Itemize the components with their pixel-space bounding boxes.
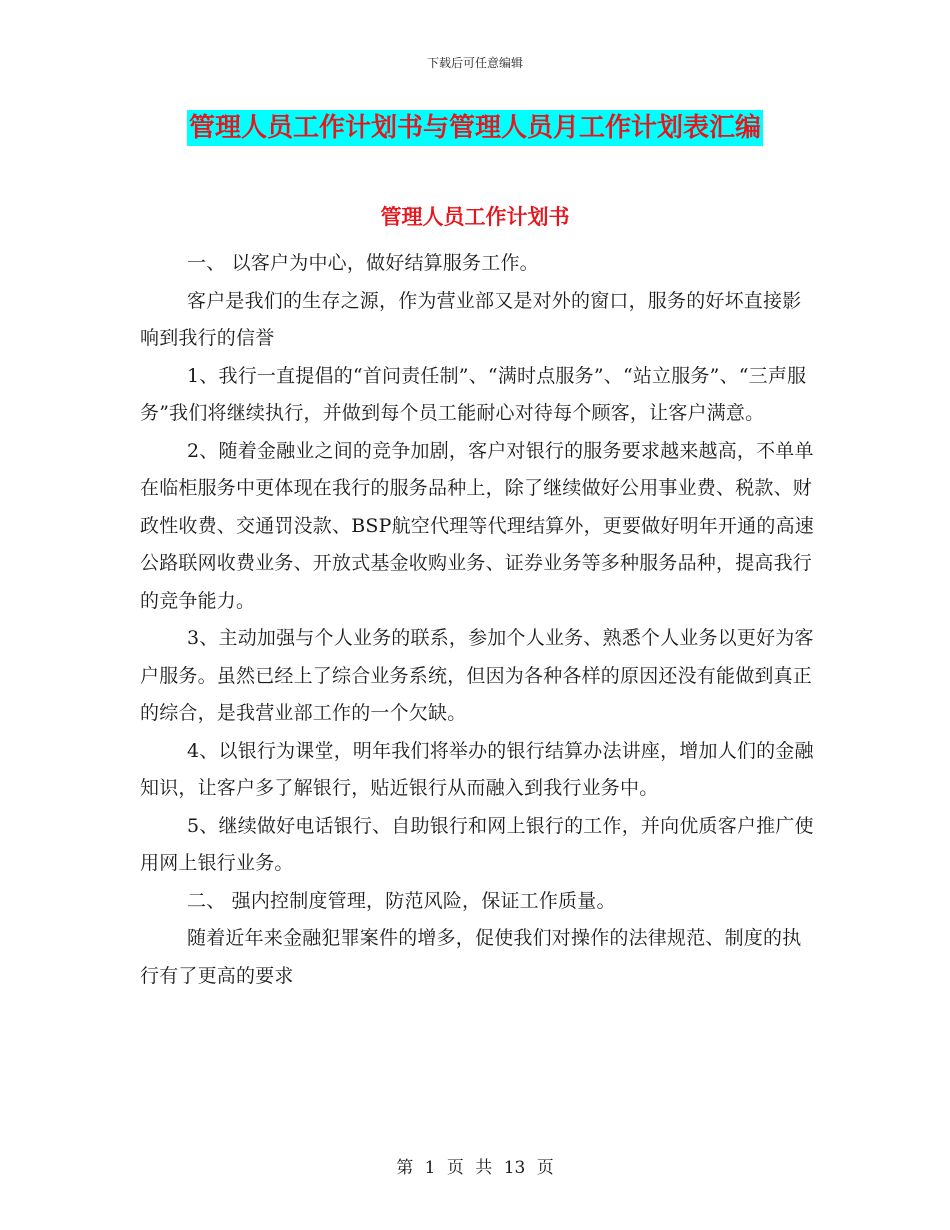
paragraph: 3、主动加强与个人业务的联系，参加个人业务、熟悉个人业务以更好为客户服务。虽然已经上了综合业务系统，但因为各种各样的原因还没有能做到真正的综合，是我营业部工作的一个欠缺。 bbox=[140, 627, 814, 724]
main-title: 管理人员工作计划书与管理人员月工作计划表汇编 bbox=[187, 110, 763, 146]
paragraph: 5、继续做好电话银行、自助银行和网上银行的工作，并向优质客户推广使用网上银行业务。 bbox=[140, 814, 814, 874]
paragraph: 随着近年来金融犯罪案件的增多，促使我们对操作的法律规范、制度的执行有了更高的要求 bbox=[140, 927, 802, 987]
document-body bbox=[140, 245, 820, 995]
paragraph: 二、 强内控制度管理，防范风险，保证工作质量。 bbox=[187, 889, 616, 912]
main-title-wrap bbox=[0, 110, 950, 146]
header-note: 下载后可任意编辑 bbox=[426, 56, 523, 70]
paragraph: 客户是我们的生存之源，作为营业部又是对外的窗口，服务的好坏直接影响到我行的信誉 bbox=[140, 289, 802, 349]
paragraph: 4、以银行为课堂，明年我们将举办的银行结算办法讲座，增加人们的金融知识，让客户多了解银行，贴近银行从而融入到我行业务中。 bbox=[140, 739, 814, 799]
paragraph: 一、 以客户为中心，做好结算服务工作。 bbox=[187, 252, 539, 274]
paragraph: 1、我行一直提倡的“首问责任制”、“满时点服务”、“站立服务”、“三声服务”我们将继续执行，并做到每个员工能耐心对待每个顾客，让客户满意。 bbox=[140, 364, 807, 424]
page-footer: 第 1 页 共 13 页 bbox=[396, 1158, 554, 1178]
section-title: 管理人员工作计划书 bbox=[380, 204, 570, 229]
paragraph: 2、随着金融业之间的竞争加剧，客户对银行的服务要求越来越高，不单单在临柜服务中更体现在我行的服务品种上，除了继续做好公用事业费、税款、财政性收费、交通罚没款、BSP航空代理等代理结算外，更要做好明年开通的高速公路联网收费业务、开放式基金收购业务、证券业务等多种服务品种，提高我行的竞争能力。 bbox=[140, 439, 814, 612]
